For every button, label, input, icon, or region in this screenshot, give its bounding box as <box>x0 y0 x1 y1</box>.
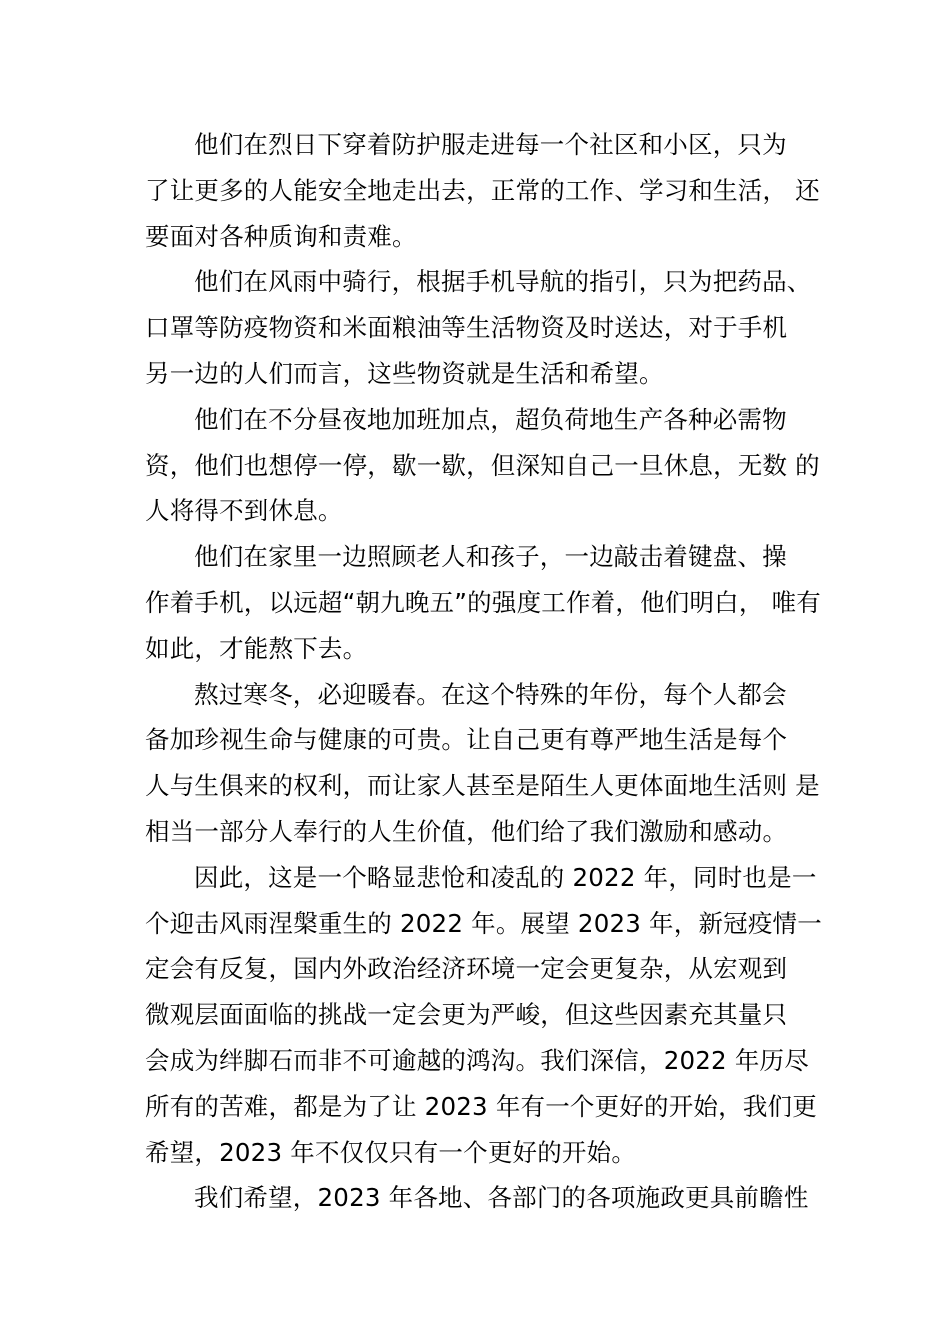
paragraph-6-line-2: 个迎击风雨涅槃重生的 2022 年。展望 2023 年，新冠疫情一 <box>145 908 822 938</box>
paragraph-2-line-2: 口罩等防疫物资和米面粮油等生活物资及时送达，对于手机 <box>145 313 788 343</box>
paragraph-4-line-1: 他们在家里一边照顾老人和孩子，一边敲击着键盘、操 <box>194 542 787 572</box>
paragraph-5-line-2: 备加珍视生命与健康的可贵。让自己更有尊严地生活是每个 <box>145 725 788 755</box>
paragraph-4-line-3: 如此，才能熬下去。 <box>145 633 368 663</box>
document-body <box>145 122 835 1221</box>
paragraph-5-line-1: 熬过寒冬，必迎暖春。在这个特殊的年份，每个人都会 <box>194 679 787 709</box>
paragraph-5-line-4: 相当一部分人奉行的人生价值，他们给了我们激励和感动。 <box>145 816 788 846</box>
paragraph-6-line-1: 因此，这是一个略显悲怆和凌乱的 2022 年，同时也是一 <box>194 862 817 892</box>
paragraph-6-line-3: 定会有反复，国内外政治经济环境一定会更复杂，从宏观到 <box>145 954 788 984</box>
paragraph-1-line-1: 他们在烈日下穿着防护服走进每一个社区和小区，只为 <box>194 130 787 159</box>
paragraph-1-line-2: 了让更多的人能安全地走出去，正常的工作、学习和生活， 还 <box>145 175 820 205</box>
paragraph-3-line-3: 人将得不到休息。 <box>145 496 343 526</box>
paragraph-7-line-1: 我们希望，2023 年各地、各部门的各项施政更具前瞻性 <box>194 1183 809 1213</box>
paragraph-6-line-7: 希望，2023 年不仅仅只有一个更好的开始。 <box>145 1137 637 1167</box>
paragraph-4-line-2: 作着手机，以远超“朝九晚五”的强度工作着，他们明白， 唯有 <box>145 587 821 617</box>
paragraph-5-line-3: 人与生俱来的权利，而让家人甚至是陌生人更体面地生活则 是 <box>145 771 820 801</box>
paragraph-3-line-2: 资，他们也想停一停，歇一歇，但深知自己一旦休息，无数 的 <box>145 450 820 480</box>
paragraph-1-line-3: 要面对各种质询和责难。 <box>145 221 417 251</box>
paragraph-2-line-1: 他们在风雨中骑行，根据手机导航的指引，只为把药品、 <box>194 267 812 297</box>
paragraph-6-line-5: 会成为绊脚石而非不可逾越的鸿沟。我们深信，2022 年历尽 <box>145 1045 809 1075</box>
paragraph-6-line-4: 微观层面面临的挑战一定会更为严峻，但这些因素充其量只 <box>145 1000 788 1030</box>
paragraph-6-line-6: 所有的苦难，都是为了让 2023 年有一个更好的开始，我们更 <box>145 1091 817 1121</box>
paragraph-3-line-1: 他们在不分昼夜地加班加点，超负荷地生产各种必需物 <box>194 404 787 434</box>
paragraph-2-line-3: 另一边的人们而言，这些物资就是生活和希望。 <box>145 358 664 388</box>
